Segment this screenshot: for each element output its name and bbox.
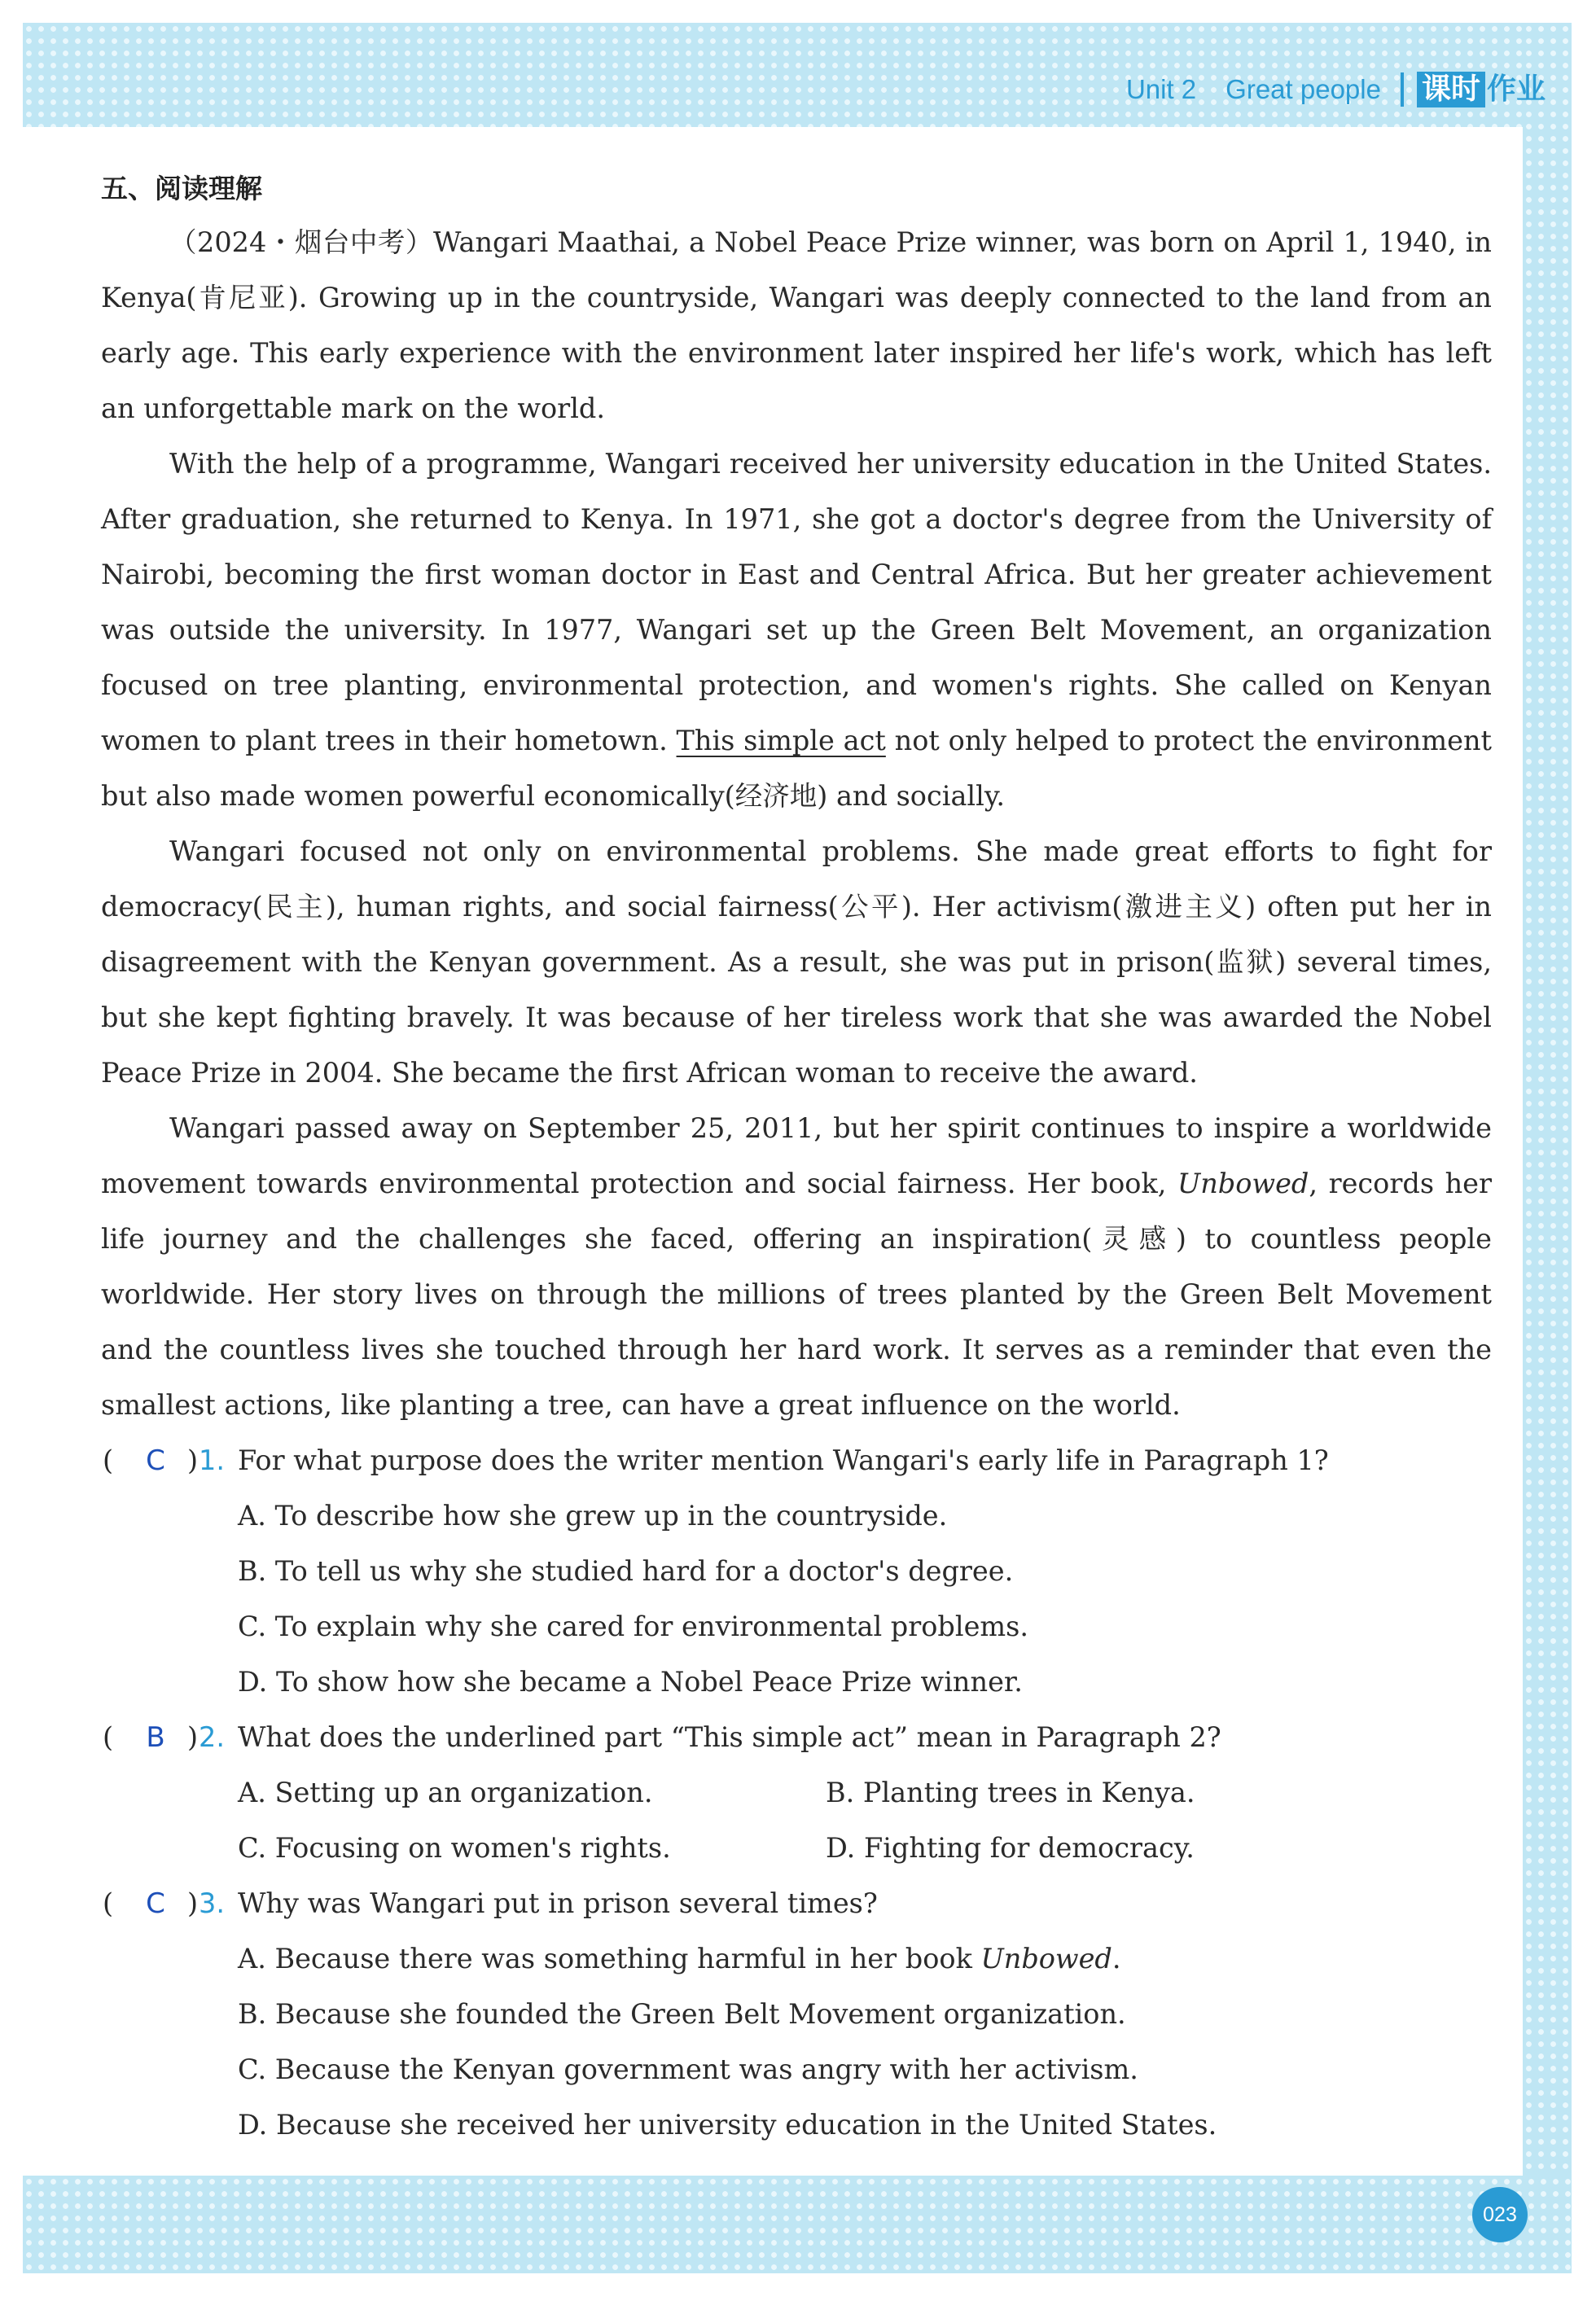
right-dotted-band (1523, 23, 1572, 2273)
question-number: 1. (199, 1444, 225, 1476)
bottom-dotted-band (23, 2176, 1572, 2273)
option-b: B. Planting trees in Kenya. (826, 1777, 1195, 1808)
logo-text: 作业 (1486, 72, 1546, 106)
answer-paren-close: ) (187, 1721, 199, 1753)
option-c: C. Because the Kenyan government was angry with her activism. (238, 2053, 1138, 2085)
option-c: C. Focusing on women's rights. (238, 1832, 671, 1864)
option-d: D. Fighting for democracy. (826, 1832, 1195, 1864)
passage-p4-after: , records her life journey and the challenges she faced, offering an inspiration(灵感) to countless people worldwide. Her story lives on through the millions of trees planted by the Green Belt Movement and the countless lives she touched through her hard work. It serves as a reminder that even the smallest actions, like planting a tree, can have a great influence on the world. (101, 1168, 1492, 1421)
answer-paren-open: ( (103, 1887, 114, 1919)
exercise-content (101, 160, 1492, 2153)
question-stem: What does the underlined part “This simple act” mean in Paragraph 2? (238, 1721, 1221, 1753)
option-c: C. To explain why she cared for environmental problems. (238, 1611, 1029, 1642)
series-logo (1417, 72, 1546, 107)
answer-paren-open: ( (103, 1721, 114, 1753)
question-stem: For what purpose does the writer mention Wangari's early life in Paragraph 1? (238, 1444, 1329, 1476)
passage-paragraph-1 (101, 215, 1492, 436)
passage-p2-after: not only helped to protect the environment but also made women powerful economically(经济地) and socially. (101, 725, 1492, 812)
logo-box-text: 课时 (1417, 72, 1485, 107)
answer-letter: C (146, 1887, 165, 1920)
passage-p2-before: With the help of a programme, Wangari received her university education in the United States. After graduation, she returned to Kenya. In 1971, she got a doctor's degree from the University of Nairobi, becoming the first woman doctor in East and Central Africa. But her greater achievement was outside the university. In 1977, Wangari set up the Green Belt Movement, an organization focused on tree planting, environmental protection, and women's rights. She called on Kenyan women to plant trees in their hometown. (101, 448, 1492, 756)
answer-paren-open: ( (103, 1444, 114, 1476)
question-stem: Why was Wangari put in prison several times? (238, 1887, 878, 1919)
passage-source: （2024・烟台中考） (169, 226, 433, 258)
underlined-phrase: This simple act (676, 725, 886, 756)
option-a (101, 1931, 1492, 1987)
unit-title: Great people (1226, 74, 1381, 104)
passage-p4-before: Wangari passed away on September 25, 2011, but her spirit continues to inspire a worldwide movement towards environmental protection and social fairness. Her book, (101, 1112, 1492, 1199)
option-a-period: . (1112, 1943, 1121, 1974)
question-1 (101, 1433, 1492, 1488)
question-2 (101, 1710, 1492, 1765)
passage-p1-text: Wangari Maathai, a Nobel Peace Prize winner, was born on April 1, 1940, in Kenya(肯尼亚). Growing up in the countryside, Wangari was deeply connected to the land from an early age. This early experience with the environment later inspired her life's work, which has left an unforgettable mark on the world. (101, 226, 1492, 424)
book-title: Unbowed (1177, 1168, 1309, 1199)
option-a-text: A. Because there was something harmful in her book (238, 1943, 981, 1974)
option-a-book-title: Unbowed (980, 1943, 1112, 1974)
options-row-ab (101, 1765, 1492, 1821)
option-b: B. Because she founded the Green Belt Movement organization. (238, 1998, 1126, 2030)
answer-paren-close: ) (187, 1887, 199, 1919)
option-d: D. To show how she became a Nobel Peace Prize winner. (238, 1666, 1023, 1698)
passage-paragraph-4 (101, 1101, 1492, 1433)
page-number-badge: 023 (1472, 2187, 1528, 2242)
answer-paren-close: ) (187, 1444, 199, 1476)
question-number: 3. (199, 1887, 225, 1919)
section-title: 五、阅读理解 (101, 173, 262, 204)
answer-letter: B (146, 1721, 165, 1754)
option-a: A. Setting up an organization. (238, 1777, 653, 1808)
header-divider (1401, 72, 1404, 107)
option-a: A. To describe how she grew up in the countryside. (238, 1500, 948, 1532)
passage-paragraph-3: Wangari focused not only on environmental problems. She made great efforts to fight for democracy(民主), human rights, and social fairness(公平). Her activism(激进主义) often put her in disagreement with the Kenyan government. As a result, she was put in prison(监狱) several times, but she kept fighting bravely. It was because of her tireless work that she was awarded the Nobel Peace Prize in 2004. She became the first African woman to receive the award. (101, 835, 1492, 1089)
question-3 (101, 1876, 1492, 1931)
unit-label: Unit 2 (1125, 74, 1197, 104)
options-row-cd (101, 1821, 1492, 1876)
option-d: D. Because she received her university education in the United States. (238, 2109, 1217, 2141)
page-header (1126, 72, 1546, 107)
question-number: 2. (199, 1721, 225, 1753)
answer-letter: C (146, 1444, 165, 1477)
option-b: B. To tell us why she studied hard for a doctor's degree. (238, 1555, 1014, 1587)
passage-paragraph-2 (101, 436, 1492, 824)
